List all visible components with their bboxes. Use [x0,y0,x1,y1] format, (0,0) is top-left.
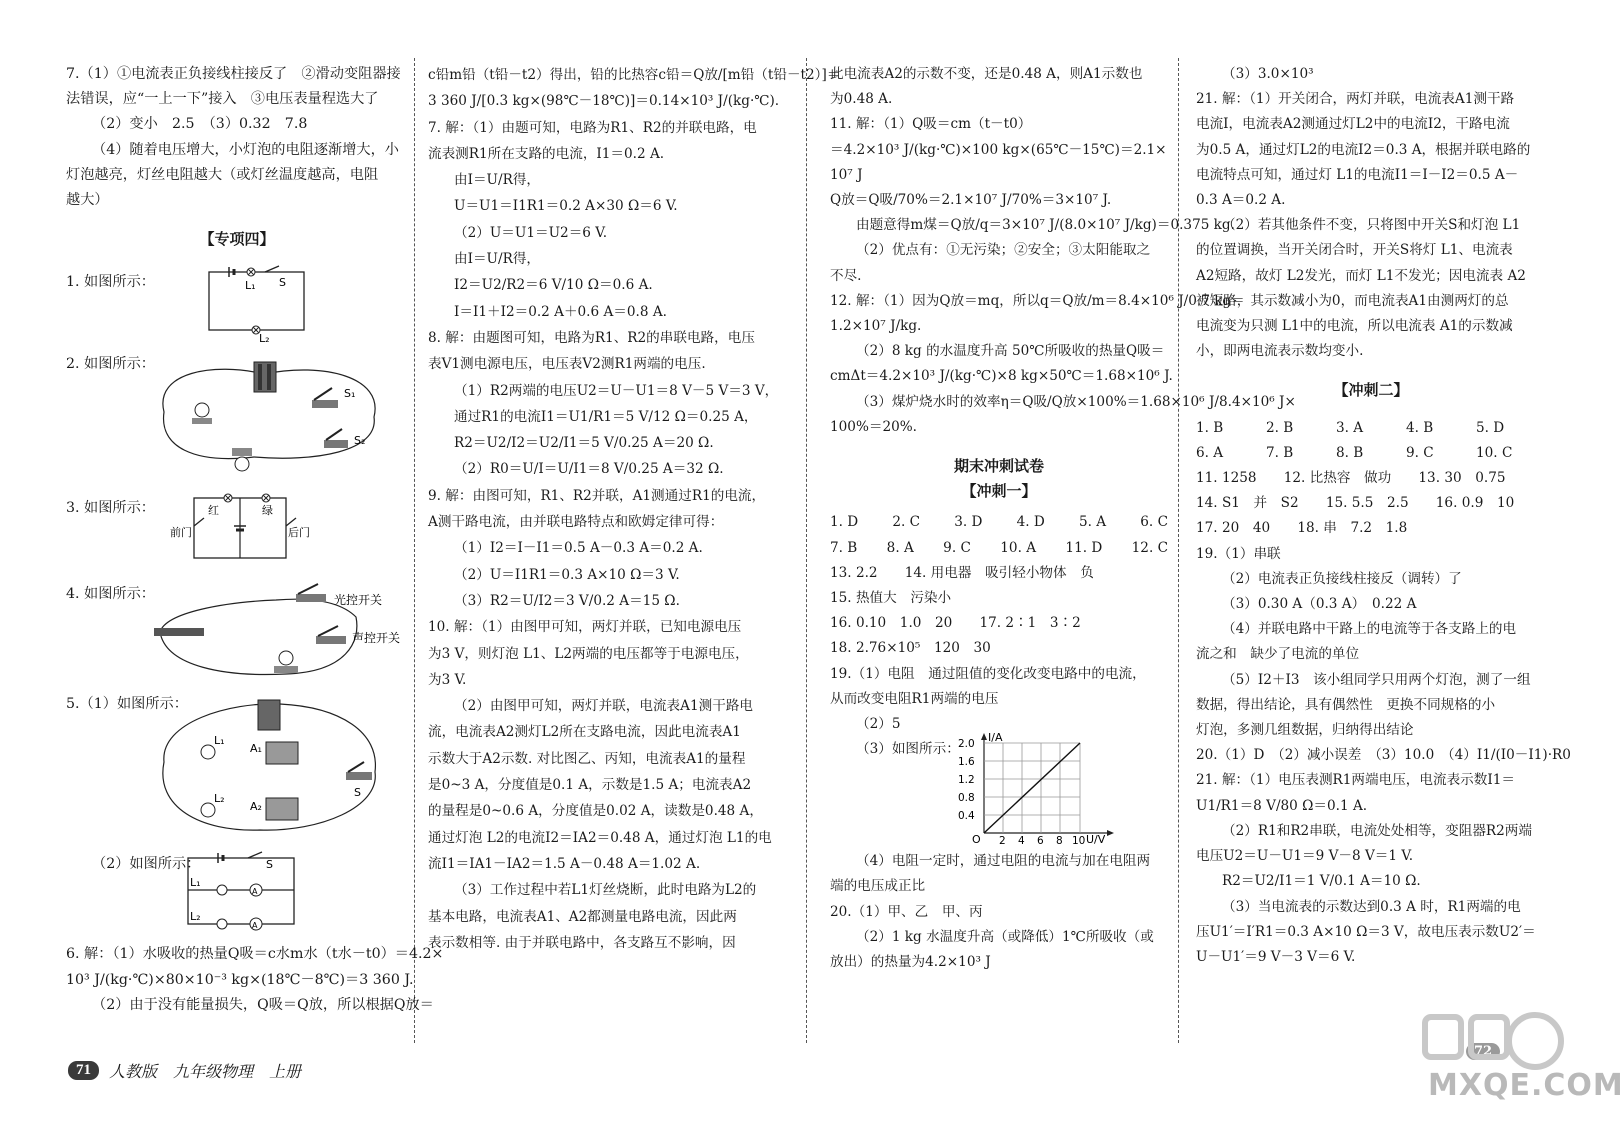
answer-line: 1.2×10⁷ J/kg. [830,318,922,335]
answer-line: 21. 解：（1）电压表测R1两端电压，电流表示数I1＝ [1196,772,1515,789]
answer-line: 压U1′＝I′R1＝0.3 A×10 Ω＝3 V，故电压表示数U2′＝ [1196,923,1536,940]
mc-row [830,536,1168,561]
mc-answer: 1. D [830,514,859,531]
answer-line: 电流变为只测 L1中的电流，所以电流表 A1的示数减 [1196,318,1513,335]
answer-line: 基本电路，电流表A1、A2都测量电路电流，因此两 [428,908,737,925]
answer-line: 11. 解：（1）Q吸＝cm（t－t0） [830,116,1032,133]
answer-line: （2）变小 2.5 （3）0.32 7.8 [92,116,308,133]
answer-line: （3）当电流表的示数达到0.3 A 时，R1两端的电 [1222,898,1521,915]
y-tick: 1.6 [958,756,975,769]
book-title: 人教版 九年级物理 上册 [109,1064,302,1081]
answer-line: （2）5 [856,716,901,733]
answer-line: 示数大于A2示数. 对比图乙、丙知，电流表A1的量程 [428,750,746,767]
switch-label: S [279,276,286,290]
mc-answer: 6. A [1196,444,1224,461]
switch-label: 声控开关 [352,631,401,646]
figure-5a [66,692,408,840]
mc-answer: 3. A [1336,419,1364,436]
answer-line: 18. 2.76×10⁵ 120 30 [830,640,991,657]
lamp-label: L₂ [190,910,201,924]
page-footer [68,1059,301,1082]
answer-line: 11. 1258 12. 比热容 做功 13. 30 0.75 [1196,470,1506,487]
answer-line: 流之和 缺少了电流的单位 [1196,646,1360,663]
svg-text:A: A [252,921,258,931]
answer-line: 由题意得m煤＝Q放/q＝3×10⁷ J/(8.0×10⁷ J/kg)＝0.375 kg. [856,217,1235,234]
answer-line: （2）优点有：①无污染；②安全；③太阳能取之 [856,242,1151,259]
section-title: 【冲刺一】 [961,482,1037,501]
answer-line: 12. 解：（1）因为Q放＝mq，所以q＝Q放/m＝8.4×10⁶ J/0.7 kg＝ [830,292,1245,309]
answer-line: 10. 解：（1）由图甲可知，两灯并联，已知电源电压 [428,619,742,636]
answer-line: 数据，得出结论，具有偶然性 更换不同规格的小 [1196,696,1496,713]
answer-line: 10³ J/(kg·℃)×80×10⁻³ kg×(18℃－8℃)＝3 360 J. [66,971,414,988]
mc-answer: 6. C [1140,514,1168,531]
x-tick: 10 [1072,835,1086,848]
page-number: 71 [68,1061,99,1080]
answer-line: （4）电阻一定时，通过电阻的电流与加在电阻两 [856,853,1151,870]
answer-line: 通过灯泡 L2的电流I2＝IA2＝0.48 A，通过灯泡 L1的电 [428,829,772,846]
answer-line: U1/R1＝8 V/80 Ω＝0.1 A. [1196,797,1368,814]
column-1 [66,62,444,1018]
answer-line: 不尽. [830,267,862,284]
answer-line: A测干路电流，由并联电路特点和欧姆定律可得： [428,514,724,531]
answer-line: （3）工作过程中若L1灯丝烧断，此时电路为L2的 [454,882,757,899]
mc-answer: 9. C [1406,444,1434,461]
lamp-color-label: 绿 [262,504,273,518]
circuit-drawing-4 [146,582,426,682]
mc-row [830,510,1168,535]
answer-line: U＝U1＝I1R1＝0.2 A×30 Ω＝6 V. [454,198,678,215]
figure-caption: （2）如图所示： [92,856,201,873]
answer-line: 3 360 J/[0.3 kg×(98℃－18℃)]＝0.14×10³ J/(kg·℃). [428,93,780,110]
x-tick: 8 [1056,835,1063,848]
answer-line: 表示数相等. 由于并联电路中，各支路互不影响，因 [428,934,736,951]
column-divider-3 [1178,58,1179,1043]
column-divider-2 [806,58,807,1043]
answer-line: U－U1′＝9 V－3 V＝6 V. [1196,948,1356,965]
figure-caption: 4. 如图所示： [66,586,155,603]
answer-line: （1）R2两端的电压U2＝U－U1＝8 V－5 V＝3 V， [454,382,779,399]
answer-line: 9. 解：由图可知，R1、R2并联，A1测通过R1的电流， [428,487,766,504]
answer-line: （2）由图甲可知，两灯并联，电流表A1测干路电 [454,698,753,715]
answer-line: 7. 解：（1）由题可知，电路为R1、R2的并联电路，电 [428,119,757,136]
answer-line: 小，即两电流表示数均变小. [1196,343,1364,360]
mc-answer: 12. C [1131,539,1168,556]
x-tick: 6 [1037,835,1044,848]
y-tick: 0.4 [958,810,975,823]
mc-answer: 1. B [1196,419,1224,436]
door-label: 前门 [170,526,192,540]
answer-line: （1）I2＝I－I1＝0.5 A－0.3 A＝0.2 A. [454,540,703,557]
answer-line: 法错误，应“一上一下”接入 ③电压表量程选大了 [66,91,379,108]
answer-line: （3）R2＝U/I2＝3 V/0.2 A＝15 Ω. [454,592,680,609]
answer-line: 10⁷ J [830,166,863,183]
switch-label: 光控开关 [334,593,383,608]
answer-line: 放出）的热量为4.2×10³ J [830,954,991,971]
answer-line: （2）U＝I1R1＝0.3 A×10 Ω＝3 V. [454,566,680,583]
answer-line: I＝I1＋I2＝0.2 A＋0.6 A＝0.8 A. [454,303,667,320]
mc-answer: 5. A [1079,514,1107,531]
ammeter-label: A₂ [250,800,262,814]
mc-answer: 8. A [886,539,914,556]
answer-line: 20.（1）D （2）减小误差 （3）10.0 （4）I1/(I0－I1)·R0 [1196,747,1571,764]
answer-line: （2）U＝U1＝U2＝6 V. [454,224,608,241]
iu-line [984,743,1080,833]
answer-line: 是0~3 A，分度值是0.1 A，示数是1.5 A；电流表A2 [428,777,752,794]
answer-line: 为0.5 A，通过灯L2的电流I2＝0.3 A，根据并联电路的 [1196,141,1531,158]
mc-answer: 2. B [1266,419,1294,436]
iu-graph [938,731,1118,848]
mc-answer: 7. B [830,539,858,556]
answer-line: （2）R1和R2串联，电流处处相等，变阻器R2两端 [1222,822,1532,839]
answer-line: A2短路，故灯 L2发光，而灯 L1不发光；因电流表 A2 [1196,267,1526,284]
switch-label: S [266,858,273,872]
answer-line: 6. 解：（1）水吸收的热量Q吸＝c水m水（t水－t0）＝4.2× [66,946,444,963]
x-tick: 2 [999,835,1006,848]
answer-line: 15. 热值大 污染小 [830,590,952,607]
answer-line: 电压U2＝U－U1＝9 V－8 V＝1 V. [1196,848,1414,865]
answer-line: 19.（1）串联 [1196,545,1281,562]
answer-line: 由I＝U/R得， [454,251,541,268]
answer-line: Q放＝Q吸/70%＝2.1×10⁷ J/70%＝3×10⁷ J. [830,192,1112,209]
answer-line: （3）3.0×10³ [1222,66,1314,82]
figure-caption: （3）如图所示： [856,741,960,758]
answer-line: 此电流表A2的示数不变，还是0.48 A，则A1示数也 [830,66,1143,82]
answer-line: 13. 2.2 14. 用电器 吸引轻小物体 负 [830,564,1094,581]
answer-line: 由I＝U/R得， [454,172,541,189]
mc-row [1196,416,1546,441]
answer-line: 19.（1）电阻 通过阻值的变化改变电路中的电流， [830,665,1146,682]
lamp-label: L₂ [214,792,225,806]
circuit-diagram-5b [182,850,302,932]
answer-line: 灯泡，多测几组数据，归纳得出结论 [1196,722,1414,739]
answer-line: （4）并联电路中干路上的电流等于各支路上的电 [1222,621,1517,638]
answer-line: 表V1测电源电压，电压表V2测R1两端的电压. [428,356,706,373]
circuit-drawing-5a [150,692,390,840]
figure-caption: 5.（1）如图所示： [66,696,188,713]
mc-answer: 10. A [1000,539,1037,556]
section-title: 【专项四】 [199,230,275,249]
answer-line: （2）由于没有能量损失，Q吸＝Q放，所以根据Q放＝ [92,996,434,1013]
column-2 [428,62,841,956]
section-title: 【冲刺二】 [1333,381,1409,400]
answer-line: 20.（1）甲、乙 甲、丙 [830,903,983,920]
mc-row [1196,441,1546,466]
mc-answer: 8. B [1336,444,1364,461]
figure-2 [66,352,408,482]
graph-block [830,731,1168,849]
page-number-right: 72 [1466,1043,1500,1060]
answer-line: R2＝U2/I1＝1 V/0.1 A＝10 Ω. [1222,873,1421,890]
answer-line: 为0.48 A. [830,91,893,108]
answer-line: cmΔt＝4.2×10³ J/(kg·℃)×8 kg×50℃＝1.68×10⁶ J. [830,368,1173,385]
answer-line: 0.3 A＝0.2 A. [1196,192,1286,209]
answer-line: 的位置调换，当开关闭合时，开关S将灯 L1、电流表 [1196,242,1513,259]
circuit-diagram-1 [201,264,321,346]
origin-label: O [972,833,981,847]
circuit-diagram-3 [170,492,310,572]
answer-line: 灯泡越亮，灯丝电阻越大（或灯丝温度越高，电阻 [66,166,379,183]
answer-line: 21. 解：（1）开关闭合，两灯并联，电流表A1测干路 [1196,91,1515,108]
circuit-drawing-2 [154,352,394,482]
column-divider-1 [414,58,415,1043]
answer-line: 端的电压成正比 [830,878,926,895]
mc-answer: 11. D [1065,539,1103,556]
answer-line: 7.（1）①电流表正负接线柱接反了 ②滑动变阻器接 [66,66,401,82]
answer-line: （2）电流表正负接线柱接反（调转）了 [1222,570,1462,587]
answer-line: 的量程是0~0.6 A，分度值是0.02 A，读数是0.48 A， [428,803,763,820]
answer-line: 流I1＝IA1－IA2＝1.5 A－0.48 A＝1.02 A. [428,855,701,872]
switch-label: S₂ [354,434,366,448]
answer-line: 越大） [66,192,109,209]
lamp-label: L₁ [214,734,225,748]
x-axis-label: U/V [1086,833,1106,847]
y-tick: 1.2 [958,774,975,787]
figure-caption: 3. 如图所示： [66,500,155,517]
door-label: 后门 [288,526,310,540]
figure-1 [66,264,408,346]
answer-line: （4）随着电压增大，小灯泡的电阻逐渐增大，小 [92,141,399,158]
answer-line: （2）R0＝U/I＝U/I1＝8 V/0.25 A＝32 Ω. [454,461,724,478]
watermark-text: MXQE.COM [1428,1068,1624,1103]
answer-line: ＝4.2×10³ J/(kg·℃)×100 kg×(65℃－15℃)＝2.1× [830,141,1167,158]
lamp-color-label: 红 [208,504,219,518]
figure-3 [66,492,408,572]
answer-line: （5）I2＋I3 该小组同学只用两个灯泡，测了一组 [1222,671,1531,688]
answer-line: 17. 20 40 18. 串 7.2 1.8 [1196,520,1408,537]
ammeter-label: A₁ [250,742,262,756]
y-tick: 2.0 [958,738,975,751]
lamp-label: L₁ [190,876,201,890]
x-tick: 4 [1018,835,1025,848]
y-axis-label: I/A [988,731,1003,745]
answer-line: 电流I，电流表A2测通过灯L2中的电流I2，干路电流 [1196,116,1510,133]
answer-line: R2＝U2/I2＝U2/I1＝5 V/0.25 A＝20 Ω. [454,435,714,452]
answer-line: （3）煤炉烧水时的效率η＝Q吸/Q放×100%＝1.68×10⁶ J/8.4×10⁶ J× [856,393,1296,410]
answer-line: （3）0.30 A（0.3 A） 0.22 A [1222,596,1417,613]
lamp-label: L₁ [245,279,256,293]
mc-answer: 5. D [1476,419,1505,436]
answer-line: 流表测R1所在支路的电流，I1＝0.2 A. [428,145,665,162]
answer-line: 16. 0.10 1.0 20 17. 2∶1 3∶2 [830,615,1081,632]
answer-line: c铅m铅（t铅－t2）得出，铅的比热容c铅＝Q放/[m铅（t铅－t2）]＝ [428,67,841,83]
figure-5b [66,850,408,932]
answer-line: 8. 解：由题图可知，电路为R1、R2的串联电路，电压 [428,329,755,346]
figure-caption: 1. 如图所示： [66,274,155,291]
figure-caption: 2. 如图所示： [66,356,155,373]
column-4 [1196,62,1571,970]
figure-4 [66,582,408,682]
mc-answer: 10. C [1476,444,1513,461]
lamp-label: L₂ [259,332,270,346]
answer-line: 为3 V. [428,671,467,688]
answer-line: 为3 V，则灯泡 L1、L2两端的电压都等于电源电压， [428,645,749,662]
answer-line: 100%＝20%. [830,418,917,435]
mc-answer: 4. D [1016,514,1045,531]
answer-line: I2＝U2/R2＝6 V/10 Ω＝0.6 A. [454,277,653,294]
answer-line: 从而改变电阻R1两端的电压 [830,690,999,707]
answer-line: 电流特点可知，通过灯 L1的电流I1＝I－I2＝0.5 A－ [1196,166,1519,183]
mc-answer: 2. C [892,514,921,531]
answer-line: 通过R1的电流I1＝U1/R1＝5 V/12 Ω＝0.25 A， [454,408,758,425]
answer-line: 14. S1 并 S2 15. 5.5 2.5 16. 0.9 10 [1196,495,1515,512]
answer-line: （2）若其他条件不变，只将图中开关S和灯泡 L1 [1222,217,1521,234]
y-tick: 0.8 [958,792,975,805]
answer-line: （2）1 kg 水温度升高（或降低）1℃所吸收（或 [856,928,1154,945]
switch-label: S₁ [344,387,356,401]
exam-title: 期末冲刺试卷 [953,457,1044,476]
mc-answer: 4. B [1406,419,1434,436]
answer-line: 被短路，其示数减小为0，而电流表A1由测两灯的总 [1196,292,1509,309]
mc-answer: 7. B [1266,444,1294,461]
mc-answer: 3. D [954,514,983,531]
mc-answer: 9. C [943,539,971,556]
switch-label: S [354,786,361,800]
answer-line: （2）8 kg 的水温度升高 50℃所吸收的热量Q吸＝ [856,343,1165,360]
svg-text:A: A [252,887,258,897]
answer-line: 流，电流表A2测灯L2所在支路电流，因此电流表A1 [428,724,741,741]
